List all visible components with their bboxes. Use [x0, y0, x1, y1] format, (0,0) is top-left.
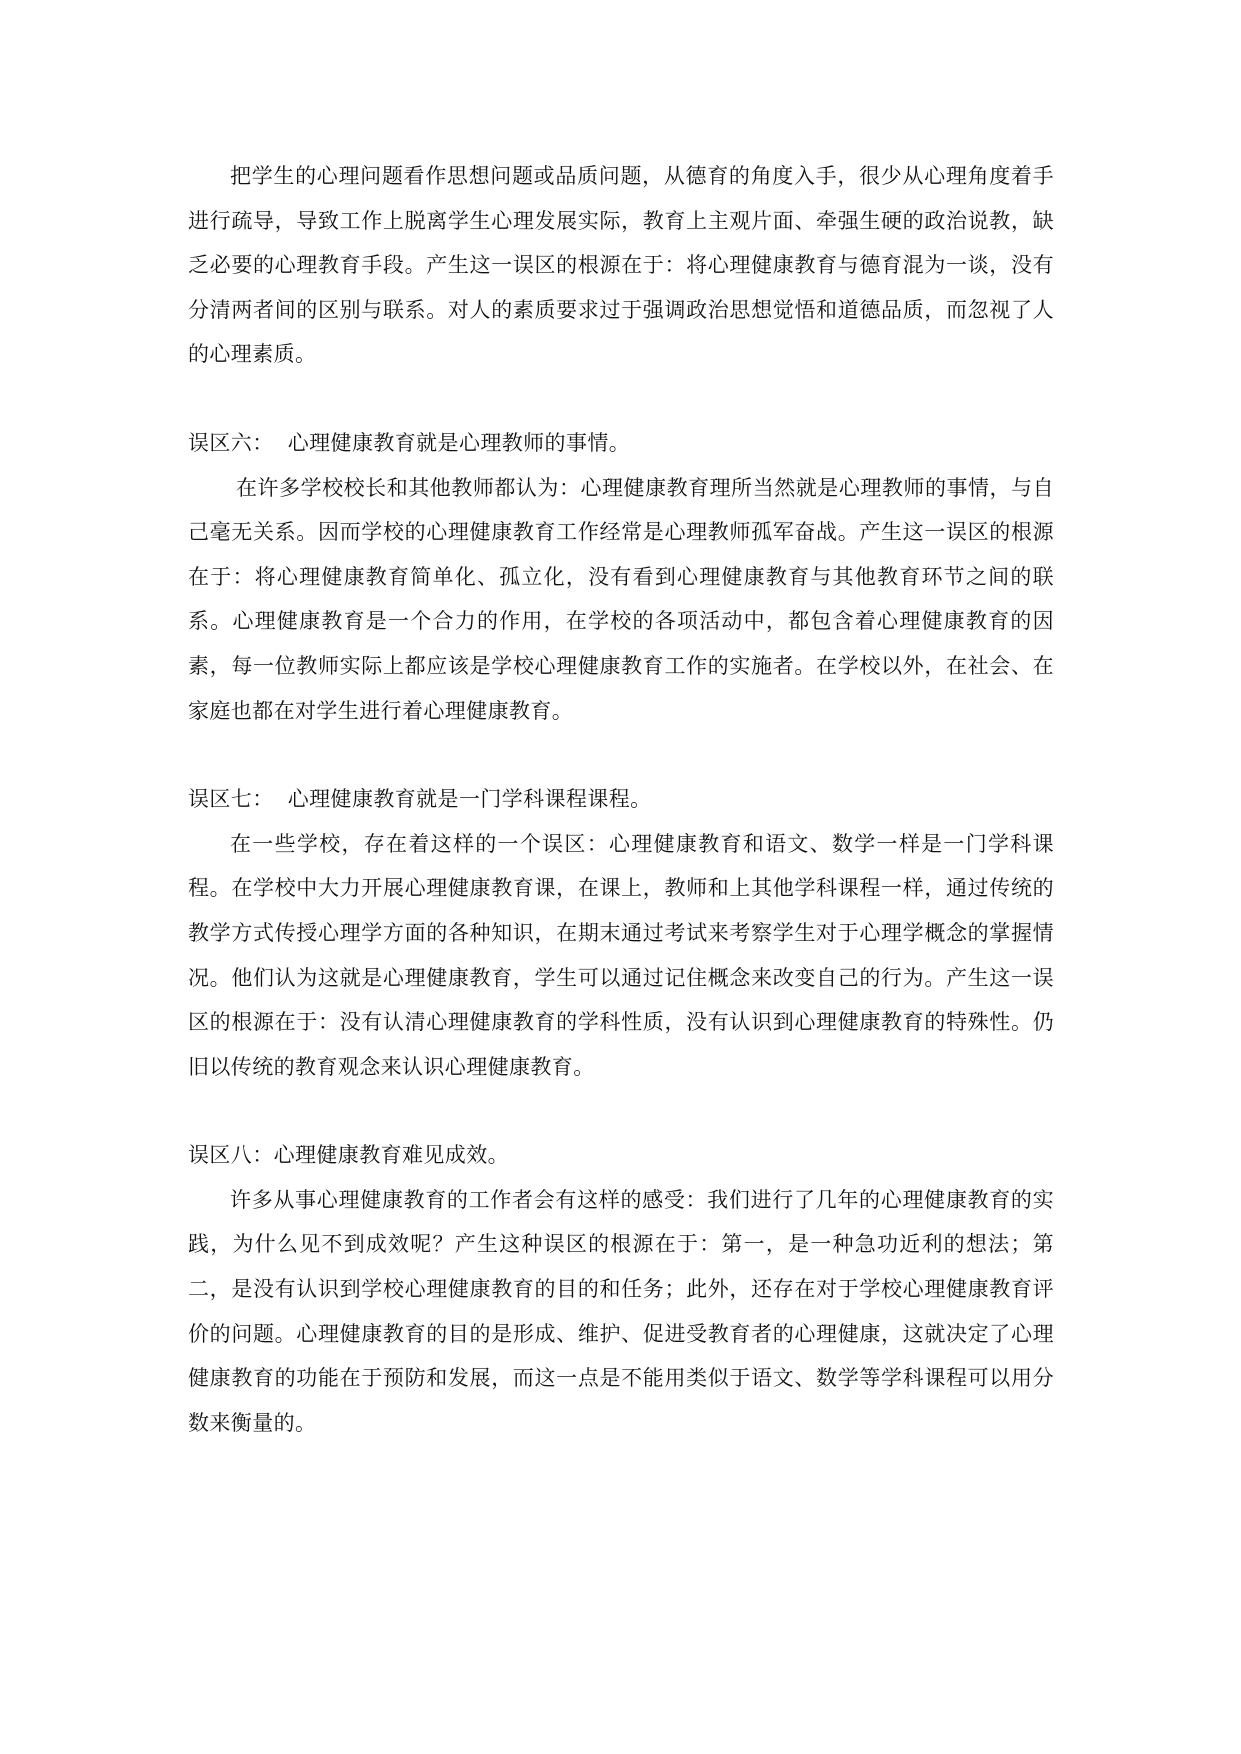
heading-misconception-seven: 误区七： 心理健康教育就是一门学科课程课程。: [188, 787, 652, 812]
paragraph-misconception-eight-body: 许多从事心理健康教育的工作者会有这样的感受：我们进行了几年的心理健康教育的实践，为什么见不到成效呢？产生这种误区的根源在于：第一，是一种急功近利的想法；第二，是没有认识到学校心理健康教育的目的和任务；此外，还存在对于学校心理健康教育评价的问题。心理健康教育的目的是形成、维护、促进受教育者的心理健康，这就决定了心理健康教育的功能在于预防和发展，而这一点是不能用类似于语文、数学等学科课程可以用分数来衡量的。: [188, 1187, 1054, 1435]
paragraph-misconception-five-body: 把学生的心理问题看作思想问题或品质问题，从德育的角度入手，很少从心理角度着手进行疏导，导致工作上脱离学生心理发展实际，教育上主观片面、牵强生硬的政治说教，缺乏必要的心理教育手段。产生这一误区的根源在于：将心理健康教育与德育混为一谈，没有分清两者间的区别与联系。对人的素质要求过于强调政治思想觉悟和道德品质，而忽视了人的心理素质。: [188, 164, 1054, 367]
paragraph-spacer: [188, 377, 1054, 421]
document-page: [188, 154, 1054, 1445]
paragraph-misconception-seven-body: 在一些学校，存在着这样的一个误区：心理健康教育和语文、数学一样是一门学科课程。在学校中大力开展心理健康教育课，在课上，教师和上其他学科课程一样，通过传统的教学方式传授心理学方面的各种知识，在期末通过考试来考察学生对于心理学概念的掌握情况。他们认为这就是心理健康教育，学生可以通过记住概念来改变自己的行为。产生这一误区的根源在于：没有认清心理健康教育的学科性质，没有认识到心理健康教育的特殊性。仍旧以传统的教育观念来认识心理健康教育。: [188, 831, 1054, 1079]
heading-misconception-six: 误区六： 心理健康教育就是心理教师的事情。: [188, 430, 631, 455]
paragraph-misconception-six-body: 在许多学校校长和其他教师都认为：心理健康教育理所当然就是心理教师的事情，与自己毫无关系。因而学校的心理健康教育工作经常是心理教师孤军奋战。产生这一误区的根源在于：将心理健康教育简单化、孤立化，没有看到心理健康教育与其他教育环节之间的联系。心理健康教育是一个合力的作用，在学校的各项活动中，都包含着心理健康教育的因素，每一位教师实际上都应该是学校心理健康教育工作的实施者。在学校以外，在社会、在家庭也都在对学生进行着心理健康教育。: [188, 475, 1054, 723]
heading-misconception-eight: 误区八：心理健康教育难见成效。: [188, 1143, 509, 1168]
paragraph-spacer: [188, 733, 1054, 777]
paragraph-spacer: [188, 1089, 1054, 1133]
